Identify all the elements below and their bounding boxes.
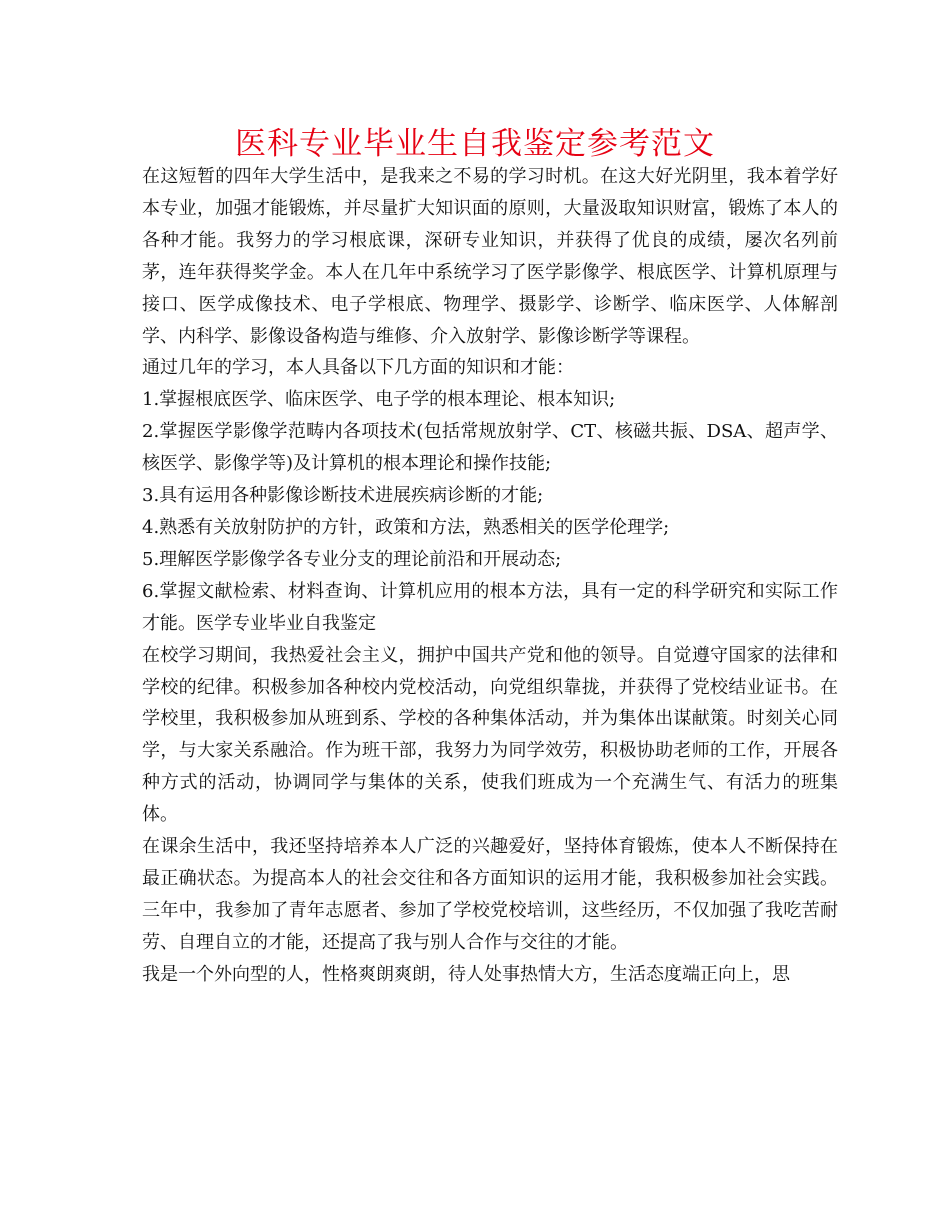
paragraph-abilities-lead: 通过几年的学习，本人具备以下几方面的知识和才能： [142, 357, 574, 379]
document-title: 医科专业毕业生自我鉴定参考范文 [235, 126, 715, 162]
paragraph-extracurricular: 在课余生活中，我还坚持培养本人广泛的兴趣爱好，坚持体育锻炼，使本人不断保持在最正确状态。为提高本人的社会交往和各方面知识的运用才能，我积极参加社会实践。三年中，我参加了青年志愿者、参加了学校党校培训，这些经历，不仅加强了我吃苦耐劳、自理自立的才能，还提高了我与别人合作与交往的才能。 [142, 836, 838, 953]
list-item-4: 4.熟悉有关放射防护的方针，政策和方法，熟悉相关的医学伦理学; [142, 516, 670, 538]
document-body [142, 161, 838, 991]
list-item-5: 5.理解医学影像学各专业分支的理论前沿和开展动态; [142, 548, 562, 570]
list-item-6: 6.掌握文献检索、材料查询、计算机应用的根本方法，具有一定的科学研究和实际工作才能。医学专业毕业自我鉴定 [142, 580, 838, 634]
list-item-1: 1.掌握根底医学、临床医学、电子学的根本理论、根本知识; [142, 389, 616, 411]
list-item-3: 3.具有运用各种影像诊断技术进展疾病诊断的才能; [142, 485, 544, 507]
list-item-2: 2.掌握医学影像学范畴内各项技术(包括常规放射学、CT、核磁共振、DSA、超声学、核医学、影像学等)及计算机的根本理论和操作技能; [142, 421, 838, 475]
paragraph-personality: 我是一个外向型的人，性格爽朗爽朗，待人处事热情大方，生活态度端正向上，思 [142, 963, 790, 985]
paragraph-political: 在校学习期间，我热爱社会主义，拥护中国共产党和他的领导。自觉遵守国家的法律和学校的纪律。积极参加各种校内党校活动，向党组织靠拢，并获得了党校结业证书。在学校里，我积极参加从班到系、学校的各种集体活动，并为集体出谋献策。时刻关心同学，与大家关系融洽。作为班干部，我努力为同学效劳，积极协助老师的工作，开展各种方式的活动，协调同学与集体的关系，使我们班成为一个充满生气、有活力的班集体。 [142, 644, 838, 826]
paragraph-intro: 在这短暂的四年大学生活中，是我来之不易的学习时机。在这大好光阴里，我本着学好本专业，加强才能锻炼，并尽量扩大知识面的原则，大量汲取知识财富，锻炼了本人的各种才能。我努力的学习根底课，深研专业知识，并获得了优良的成绩，屡次名列前茅，连年获得奖学金。本人在几年中系统学习了医学影像学、根底医学、计算机原理与接口、医学成像技术、电子学根底、物理学、摄影学、诊断学、临床医学、人体解剖学、内科学、影像设备构造与维修、介入放射学、影像诊断学等课程。 [142, 166, 838, 347]
